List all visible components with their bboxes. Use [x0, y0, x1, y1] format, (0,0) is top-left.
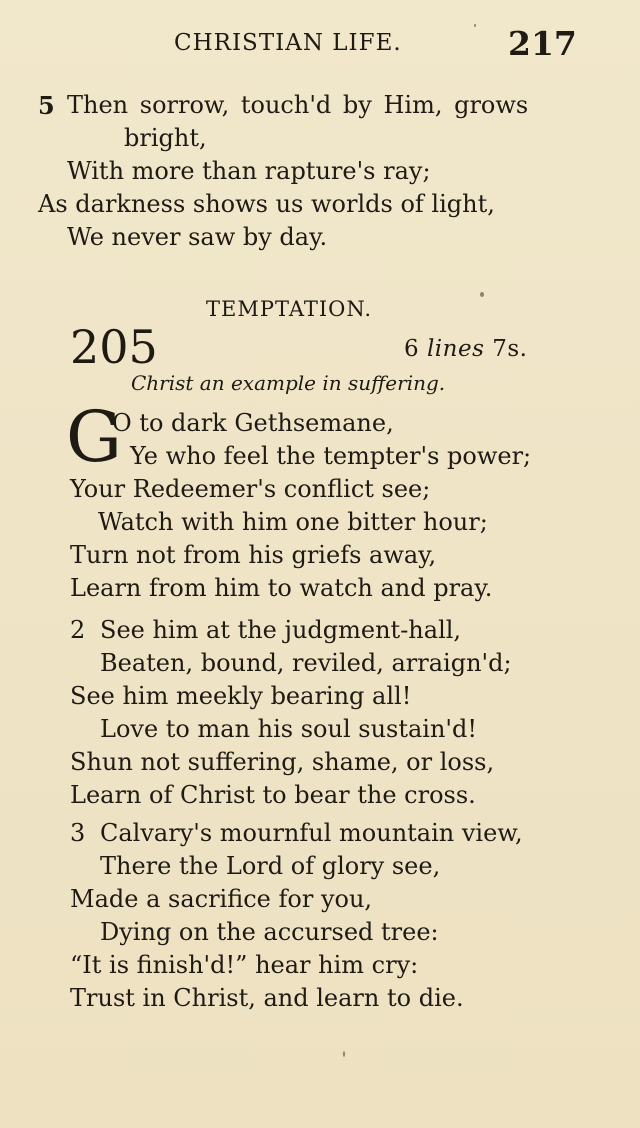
prev-stanza-number: 5 [38, 91, 55, 120]
hymn-subtitle: Christ an example in suffering. [131, 371, 446, 395]
verse-line: Shun not suffering, shame, or loss, [70, 748, 495, 776]
verse-line: Ye who feel the tempter's power; [130, 442, 532, 470]
page-number: 217 [508, 24, 577, 63]
paper-speck [474, 24, 476, 27]
prev-verse-line: Then sorrow, touch'd by Him, grows [67, 91, 529, 119]
verse-line: See him at the judgment-hall, [100, 616, 462, 644]
verse-line: O to dark Gethsemane, [112, 409, 394, 437]
verse-line: Love to man his soul sustain'd! [100, 715, 478, 743]
verse-line: Turn not from his griefs away, [70, 541, 437, 569]
verse-line: Made a sacrifice for you, [70, 885, 373, 913]
verse-line: Learn of Christ to bear the cross. [70, 781, 476, 809]
verse-line: Beaten, bound, reviled, arraign'd; [100, 649, 512, 677]
verse-line: There the Lord of glory see, [100, 852, 441, 880]
running-title: CHRISTIAN LIFE. [174, 30, 402, 56]
section-title: TEMPTATION. [206, 297, 373, 321]
verse-line: See him meekly bearing all! [70, 682, 412, 710]
stanza-number: 3 [70, 819, 86, 847]
verse-line: Your Redeemer's conflict see; [70, 475, 431, 503]
prev-verse-line: With more than rapture's ray; [67, 157, 431, 185]
meter-word: lines [426, 336, 485, 362]
verse-line: Learn from him to watch and pray. [70, 574, 493, 602]
meter [404, 336, 527, 362]
meter-type: 7s. [492, 336, 528, 362]
paper-speck [480, 292, 484, 297]
prev-verse-line: bright, [124, 124, 207, 152]
stanza-number: 2 [70, 616, 86, 644]
verse-line: Watch with him one bitter hour; [98, 508, 488, 536]
drop-cap: G [66, 396, 122, 478]
verse-line: Calvary's mournful mountain view, [100, 819, 523, 847]
prev-verse-line: As darkness shows us worlds of light, [38, 190, 495, 218]
verse-line: Trust in Christ, and learn to die. [70, 984, 464, 1012]
verse-line: “It is finish'd!” hear him cry: [70, 951, 419, 979]
verse-line: Dying on the accursed tree: [100, 918, 439, 946]
meter-count: 6 [404, 336, 420, 362]
hymn-number: 205 [70, 320, 158, 374]
paper-speck [343, 1051, 345, 1057]
prev-verse-line: We never saw by day. [67, 223, 328, 251]
